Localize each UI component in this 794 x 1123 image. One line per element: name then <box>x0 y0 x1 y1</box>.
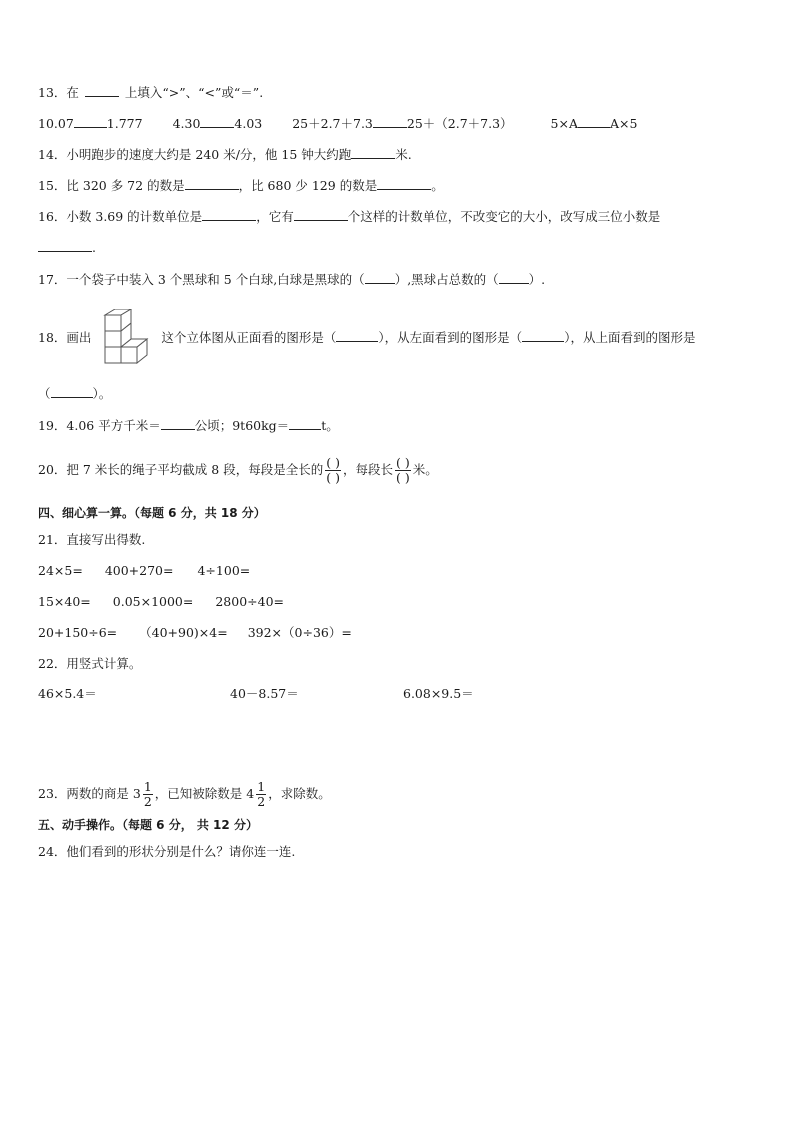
q22-item-3: 6.08×9.5＝ <box>403 686 474 701</box>
q22-item-1: 46×5.4＝ <box>38 686 97 701</box>
calc-item: 15×40= <box>38 594 91 609</box>
q23-text-a: 23．两数的商是 3 <box>38 786 141 801</box>
q13-comparisons <box>38 115 637 132</box>
cube-figure-icon <box>101 309 157 365</box>
cmp1-right: 1.777 <box>106 116 143 131</box>
fraction <box>143 780 153 809</box>
blank[interactable] <box>185 177 239 190</box>
calc-item: 2800÷40= <box>215 594 285 609</box>
q13-line <box>38 84 263 101</box>
q20-line <box>38 448 438 492</box>
q18-line2 <box>38 385 111 402</box>
q16-line <box>38 208 660 225</box>
q20-text-c: 米。 <box>412 462 438 477</box>
fraction-denominator: 2 <box>257 794 266 809</box>
blank[interactable] <box>377 177 431 190</box>
blank[interactable] <box>351 146 395 159</box>
fraction-blank[interactable] <box>325 456 341 485</box>
q23-text-c: ，求除数。 <box>268 786 331 801</box>
q22-title: 22．用竖式计算。 <box>38 656 142 671</box>
blank[interactable] <box>578 115 610 128</box>
q21-row <box>38 594 284 610</box>
q20-text-b: ，每段长 <box>342 462 393 477</box>
q21-title: 21．直接写出得数. <box>38 532 146 547</box>
blank[interactable] <box>373 115 407 128</box>
blank[interactable] <box>289 417 321 430</box>
cmp2-left: 4.30 <box>172 116 201 131</box>
q17-text-a: 17．一个袋子中装入 3 个黑球和 5 个白球,白球是黑球的（ <box>38 272 365 287</box>
q15-text-c: 。 <box>431 178 444 193</box>
q16-text-a: 16．小数 3.69 的计数单位是 <box>38 209 203 224</box>
cmp2-right: 4.03 <box>234 116 263 131</box>
cmp4-left: 5×A <box>550 116 578 131</box>
q20-text-a: 20．把 7 米长的绳子平均截成 8 段，每段是全长的 <box>38 462 324 477</box>
q14-text-a: 14．小明跑步的速度大约是 240 米/分，他 15 钟大约跑 <box>38 147 352 162</box>
q14-line <box>38 146 412 163</box>
q21-row <box>38 625 352 641</box>
fraction-denominator: ( ) <box>395 470 410 485</box>
fraction-denominator: ( ) <box>326 470 340 485</box>
calc-item: 4÷100= <box>197 563 251 578</box>
cmp3-right: 25＋（2.7＋7.3） <box>406 116 513 131</box>
q22-item-2: 40－8.57＝ <box>230 686 299 701</box>
calc-item: 400+270= <box>104 563 174 578</box>
q21-row <box>38 563 250 579</box>
q19-text-c: t。 <box>321 418 339 433</box>
q19-text-b: 公顷；9t60kg＝ <box>194 418 290 433</box>
fraction-numerator: ( ) <box>395 455 410 470</box>
q18-text-c: ），从左面看到的图形是（ <box>378 330 523 345</box>
blank[interactable] <box>74 115 107 128</box>
q24-line: 24．他们看到的形状分别是什么？请你连一连. <box>38 844 296 859</box>
blank[interactable] <box>202 208 256 221</box>
q15-text-b: ，比 680 少 129 的数是 <box>238 178 378 193</box>
fraction <box>256 780 266 809</box>
fraction-numerator: 1 <box>257 779 266 794</box>
q18-text-b: 这个立体图从正面看的图形是（ <box>161 330 337 345</box>
blank[interactable] <box>51 385 93 398</box>
q19-line <box>38 417 339 434</box>
q15-line <box>38 177 444 194</box>
blank[interactable] <box>336 329 378 342</box>
q16-text-b: ，它有 <box>256 209 294 224</box>
fraction-numerator: ( ) <box>326 455 340 470</box>
fraction-blank[interactable] <box>395 456 411 485</box>
q13-text-b: 上填入“>”、“<”或“＝”. <box>124 85 264 100</box>
q17-text-b: ）,黑球占总数的（ <box>394 272 499 287</box>
q18-text-e: （ <box>38 386 51 401</box>
q17-line <box>38 271 545 288</box>
q19-text-a: 19．4.06 平方千米＝ <box>38 418 161 433</box>
blank[interactable] <box>38 239 92 252</box>
cmp3-left: 25＋2.7＋7.3 <box>292 116 373 131</box>
blank[interactable] <box>499 271 529 284</box>
calc-item: 0.05×1000= <box>112 594 194 609</box>
calc-item: 20+150÷6= <box>38 625 118 640</box>
blank[interactable] <box>200 115 234 128</box>
q23-line <box>38 774 331 814</box>
q18-text-f: ）。 <box>92 386 112 401</box>
fraction-denominator: 2 <box>143 794 152 809</box>
calc-item: 24×5= <box>38 563 83 578</box>
blank[interactable] <box>365 271 395 284</box>
q16-text-d: . <box>92 240 96 255</box>
q15-text-a: 15．比 320 多 72 的数是 <box>38 178 185 193</box>
cmp4-right: A×5 <box>610 116 638 131</box>
blank[interactable] <box>522 329 564 342</box>
q16-line2 <box>38 239 96 256</box>
q14-text-b: 米. <box>395 147 412 162</box>
q18-text-d: ），从上面看到的图形是 <box>564 330 696 345</box>
q17-text-c: ）. <box>528 272 546 287</box>
calc-item: （40+90)×4= <box>139 625 228 640</box>
q23-text-b: ，已知被除数是 4 <box>154 786 255 801</box>
q16-text-c: 个这样的计数单位，不改变它的大小，改写成三位小数是 <box>347 209 661 224</box>
cmp1-left: 10.07 <box>38 116 74 131</box>
blank[interactable] <box>294 208 348 221</box>
blank[interactable] <box>85 84 119 97</box>
fraction-numerator: 1 <box>143 779 152 794</box>
q18-text-a: 18．画出 <box>38 330 92 345</box>
q13-text-a: 13．在 <box>38 85 79 100</box>
calc-item: 392×（0÷36）= <box>247 625 352 640</box>
blank[interactable] <box>161 417 195 430</box>
section-5-heading: 五、动手操作。（每题 6 分， 共 12 分） <box>38 818 258 832</box>
section-4-heading: 四、细心算一算。（每题 6 分，共 18 分） <box>38 506 266 520</box>
